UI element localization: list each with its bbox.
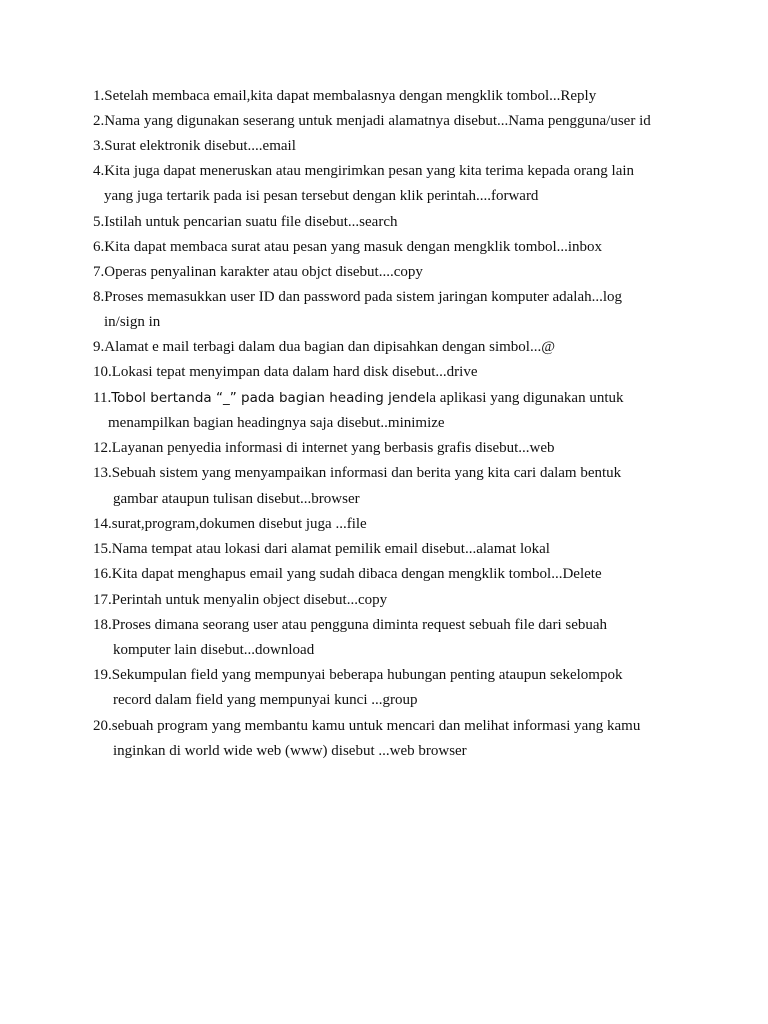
question-2-line-1: 2.Nama yang digunakan seserang untuk menjadi alamatnya disebut...Nama pengguna/user id: [93, 113, 651, 129]
question-20-line-1: 20.sebuah program yang membantu kamu untuk mencari dan melihat informasi yang kamu: [93, 718, 641, 734]
question-11-line-2: menampilkan bagian headingnya saja disebut..minimize: [108, 415, 445, 431]
question-11-sans-segment: Tobol bertanda “_” pada bagian heading jendel: [111, 390, 430, 406]
question-19-line-1: 19.Sekumpulan field yang mempunyai beberapa hubungan penting ataupun sekelompok: [93, 667, 623, 683]
question-18-line-2: komputer lain disebut...download: [113, 642, 315, 658]
question-7-line-1: 7.Operas penyalinan karakter atau objct disebut....copy: [93, 264, 423, 280]
question-12-line-1: 12.Layanan penyedia informasi di internet yang berbasis grafis disebut...web: [93, 440, 555, 456]
question-4-line-1: 4.Kita juga dapat meneruskan atau mengirimkan pesan yang kita terima kepada orang lain: [93, 163, 635, 179]
question-9-line-1: 9.Alamat e mail terbagi dalam dua bagian dan dipisahkan dengan simbol...@: [93, 339, 556, 355]
question-11-line-1: [93, 389, 624, 407]
question-18-line-1: 18.Proses dimana seorang user atau pengguna diminta request sebuah file dari sebuah: [93, 617, 608, 633]
question-11-serif-segment: a aplikasi yang digunakan untuk: [429, 390, 624, 406]
question-19-line-2: record dalam field yang mempunyai kunci ...group: [113, 692, 418, 708]
question-16-line-1: 16.Kita dapat menghapus email yang sudah dibaca dengan mengklik tombol...Delete: [93, 566, 602, 582]
question-15-line-1: 15.Nama tempat atau lokasi dari alamat pemilik email disebut...alamat lokal: [93, 541, 550, 557]
question-8-line-2: in/sign in: [104, 314, 161, 330]
question-14-line-1: 14.surat,program,dokumen disebut juga ...file: [93, 516, 367, 532]
question-17-line-1: 17.Perintah untuk menyalin object disebut...copy: [93, 592, 388, 608]
question-11-number: 11.: [93, 390, 112, 406]
question-10-line-1: 10.Lokasi tepat menyimpan data dalam hard disk disebut...drive: [93, 364, 478, 380]
question-8-line-1: 8.Proses memasukkan user ID dan password pada sistem jaringan komputer adalah...log: [93, 289, 623, 305]
question-13-line-2: gambar ataupun tulisan disebut...browser: [113, 491, 360, 507]
question-20-line-2: inginkan di world wide web (www) disebut ...web browser: [113, 743, 467, 759]
question-4-line-2: yang juga tertarik pada isi pesan tersebut dengan klik perintah....forward: [104, 188, 539, 204]
question-13-line-1: 13.Sebuah sistem yang menyampaikan informasi dan berita yang kita cari dalam bentuk: [93, 465, 622, 481]
question-6-line-1: 6.Kita dapat membaca surat atau pesan yang masuk dengan mengklik tombol...inbox: [93, 239, 603, 255]
question-3-line-1: 3.Surat elektronik disebut....email: [93, 138, 296, 154]
question-5-line-1: 5.Istilah untuk pencarian suatu file disebut...search: [93, 214, 398, 230]
question-1-line-1: 1.Setelah membaca email,kita dapat membalasnya dengan mengklik tombol...Reply: [93, 88, 597, 104]
